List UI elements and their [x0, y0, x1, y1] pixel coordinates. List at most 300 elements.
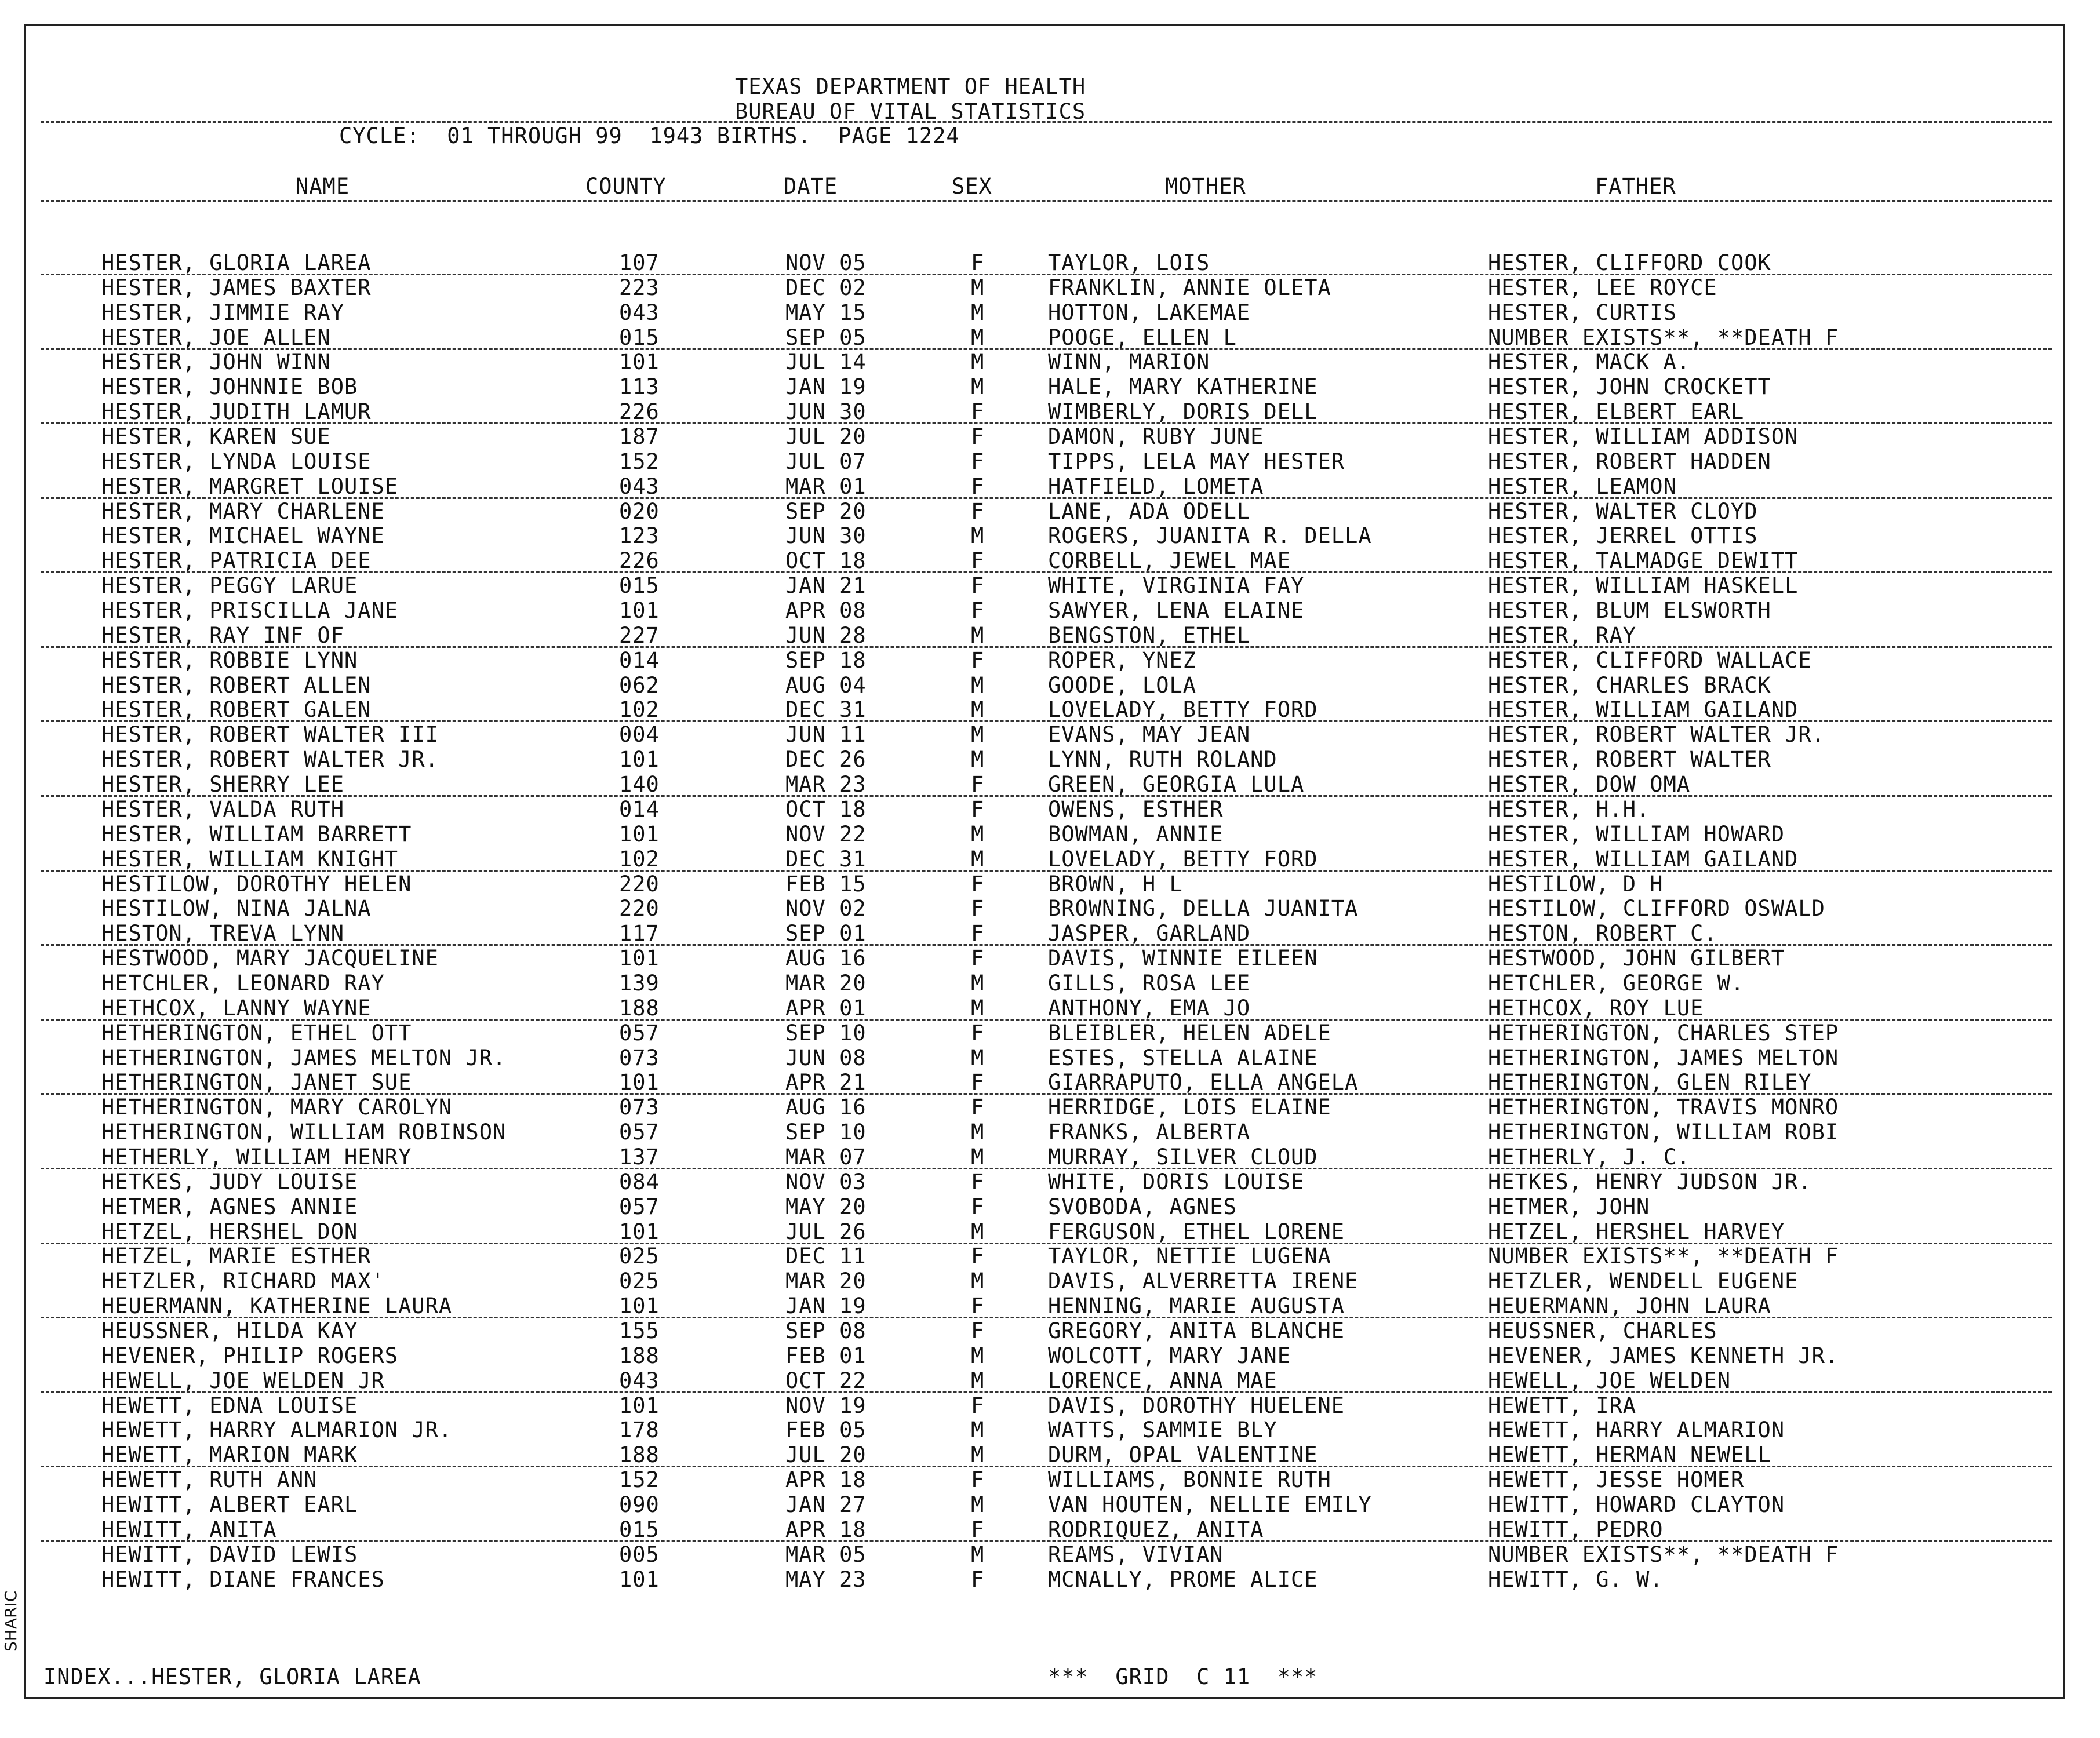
table-row: [0, 1567, 2087, 1592]
cell-date: NOV 03: [785, 1169, 867, 1194]
cell-mother: DAVIS, ALVERRETTA IRENE: [1048, 1269, 1359, 1294]
cell-father: NUMBER EXISTS**, **DEATH F: [1488, 1244, 1839, 1269]
table-row: [0, 424, 2087, 449]
cell-county: 101: [619, 821, 660, 847]
table-row: [0, 648, 2087, 673]
cell-county: 220: [619, 896, 660, 921]
cell-date: JUL 20: [785, 424, 867, 450]
footer-index: INDEX...HESTER, GLORIA LAREA: [43, 1664, 421, 1689]
cell-father: HEWETT, HERMAN NEWELL: [1488, 1442, 1771, 1468]
cell-county: 084: [619, 1169, 660, 1194]
cell-name: HESTER, ROBERT WALTER III: [101, 722, 439, 748]
cell-mother: BOWMAN, ANNIE: [1048, 821, 1224, 847]
cell-mother: EVANS, MAY JEAN: [1048, 722, 1251, 748]
cell-date: MAR 05: [785, 1542, 867, 1567]
table-row: [0, 474, 2087, 499]
cell-date: JUL 14: [785, 349, 867, 375]
cell-name: HESTER, JOHN WINN: [101, 349, 331, 375]
cell-sex: F: [971, 1020, 985, 1045]
table-row: [0, 896, 2087, 921]
cell-mother: REAMS, VIVIAN: [1048, 1542, 1224, 1567]
table-row: [0, 772, 2087, 797]
table-row: [0, 673, 2087, 698]
cell-sex: F: [971, 1169, 985, 1194]
cell-father: HETZEL, HERSHEL HARVEY: [1488, 1219, 1785, 1244]
cell-name: HETHERINGTON, JANET SUE: [101, 1070, 412, 1095]
cell-name: HESTER, PATRICIA DEE: [101, 548, 372, 574]
table-row: [0, 300, 2087, 325]
cell-name: HEWITT, ANITA: [101, 1517, 277, 1542]
table-row: [0, 374, 2087, 399]
cell-name: HESTER, JOE ALLEN: [101, 325, 331, 350]
table-row: [0, 697, 2087, 722]
cell-mother: HERRIDGE, LOIS ELAINE: [1048, 1095, 1331, 1120]
cell-sex: M: [971, 1418, 985, 1443]
cell-date: JUN 11: [785, 722, 867, 748]
cell-date: DEC 02: [785, 275, 867, 300]
cell-mother: HATFIELD, LOMETA: [1048, 473, 1264, 499]
header-title: TEXAS DEPARTMENT OF HEALTH: [735, 74, 1086, 99]
cell-name: HESTON, TREVA LYNN: [101, 921, 344, 946]
cell-date: JUN 30: [785, 399, 867, 425]
cell-father: HESTILOW, D H: [1488, 871, 1664, 897]
cell-date: APR 01: [785, 995, 867, 1021]
table-row: [0, 250, 2087, 275]
cell-sex: M: [971, 1542, 985, 1567]
cell-father: NUMBER EXISTS**, **DEATH F: [1488, 1542, 1839, 1567]
cell-sex: M: [971, 300, 985, 325]
cell-date: SEP 08: [785, 1318, 867, 1343]
cell-mother: CORBELL, JEWEL MAE: [1048, 548, 1291, 574]
cell-county: 102: [619, 697, 660, 723]
cell-mother: LOVELADY, BETTY FORD: [1048, 846, 1318, 872]
table-row: [0, 822, 2087, 847]
cell-date: SEP 20: [785, 498, 867, 524]
cell-date: FEB 05: [785, 1418, 867, 1443]
cell-sex: M: [971, 1343, 985, 1368]
cell-father: HESTER, JERREL OTTIS: [1488, 523, 1758, 549]
cell-sex: F: [971, 896, 985, 921]
cell-mother: SVOBODA, AGNES: [1048, 1194, 1237, 1219]
cell-date: JAN 27: [785, 1492, 867, 1517]
cell-father: HESTER, DOW OMA: [1488, 772, 1691, 797]
table-row: [0, 722, 2087, 747]
cell-county: 226: [619, 548, 660, 574]
table-row: [0, 1194, 2087, 1219]
cell-name: HEUSSNER, HILDA KAY: [101, 1318, 358, 1343]
cell-county: 005: [619, 1542, 660, 1567]
cell-date: APR 18: [785, 1517, 867, 1542]
cell-date: SEP 01: [785, 921, 867, 946]
cell-name: HESTER, JAMES BAXTER: [101, 275, 372, 300]
cell-name: HETHERINGTON, JAMES MELTON JR.: [101, 1045, 507, 1070]
cell-name: HESTER, ROBERT ALLEN: [101, 672, 372, 698]
cell-mother: WINN, MARION: [1048, 349, 1210, 375]
cell-county: 113: [619, 374, 660, 400]
cell-date: APR 18: [785, 1467, 867, 1493]
cell-name: HESTER, MARY CHARLENE: [101, 498, 385, 524]
cell-mother: GOODE, LOLA: [1048, 672, 1197, 698]
cell-county: 101: [619, 1566, 660, 1592]
cell-name: HETCHLER, LEONARD RAY: [101, 970, 385, 996]
cell-father: HEWETT, IRA: [1488, 1393, 1637, 1418]
cell-mother: WIMBERLY, DORIS DELL: [1048, 399, 1318, 425]
cell-mother: ROGERS, JUANITA R. DELLA: [1048, 523, 1372, 549]
cell-date: MAR 20: [785, 1269, 867, 1294]
cell-name: HESTER, JIMMIE RAY: [101, 300, 344, 325]
cell-county: 107: [619, 250, 660, 275]
cell-father: HESTER, CLIFFORD COOK: [1488, 250, 1771, 275]
cell-mother: RODRIQUEZ, ANITA: [1048, 1517, 1264, 1542]
cell-father: HEVENER, JAMES KENNETH JR.: [1488, 1343, 1839, 1368]
cell-name: HESTILOW, DOROTHY HELEN: [101, 871, 412, 897]
cell-date: MAY 23: [785, 1566, 867, 1592]
cell-county: 101: [619, 1294, 660, 1319]
cell-name: HETMER, AGNES ANNIE: [101, 1194, 358, 1219]
cell-father: HEWITT, HOWARD CLAYTON: [1488, 1492, 1785, 1517]
cell-sex: M: [971, 1120, 985, 1145]
cell-name: HESTER, KAREN SUE: [101, 424, 331, 450]
cell-father: HEWETT, JESSE HOMER: [1488, 1467, 1745, 1493]
cell-father: HETHERINGTON, WILLIAM ROBI: [1488, 1120, 1839, 1145]
cell-father: HESTER, H.H.: [1488, 796, 1650, 822]
cell-sex: F: [971, 871, 985, 897]
cell-father: HESTER, WILLIAM HOWARD: [1488, 821, 1785, 847]
cell-date: OCT 18: [785, 796, 867, 822]
cell-father: HESTILOW, CLIFFORD OSWALD: [1488, 896, 1825, 921]
cell-date: MAY 20: [785, 1194, 867, 1219]
cell-mother: TAYLOR, NETTIE LUGENA: [1048, 1244, 1331, 1269]
cell-county: 152: [619, 449, 660, 474]
cell-date: MAR 01: [785, 473, 867, 499]
footer-grid: *** GRID C 11 ***: [1048, 1664, 1318, 1689]
cell-mother: WOLCOTT, MARY JANE: [1048, 1343, 1291, 1368]
table-row: [0, 325, 2087, 350]
cell-mother: TAYLOR, LOIS: [1048, 250, 1210, 275]
cell-date: JUL 20: [785, 1442, 867, 1468]
cell-mother: GIARRAPUTO, ELLA ANGELA: [1048, 1070, 1359, 1095]
table-row: [0, 573, 2087, 598]
cell-name: HETHERINGTON, ETHEL OTT: [101, 1020, 412, 1045]
cell-father: HESTER, ROBERT HADDEN: [1488, 449, 1771, 474]
table-row: [0, 1145, 2087, 1169]
cell-county: 057: [619, 1020, 660, 1045]
cell-sex: M: [971, 325, 985, 350]
cell-sex: M: [971, 1269, 985, 1294]
col-header-father: FATHER: [1595, 174, 1676, 199]
cell-sex: M: [971, 275, 985, 300]
cell-father: HESTER, CHARLES BRACK: [1488, 672, 1771, 698]
cell-father: NUMBER EXISTS**, **DEATH F: [1488, 325, 1839, 350]
cell-name: HESTER, MARGRET LOUISE: [101, 473, 399, 499]
cell-father: HETZLER, WENDELL EUGENE: [1488, 1269, 1799, 1294]
cell-father: HESTER, JOHN CROCKETT: [1488, 374, 1771, 400]
cell-name: HESTILOW, NINA JALNA: [101, 896, 372, 921]
cell-sex: M: [971, 622, 985, 648]
cell-mother: WHITE, DORIS LOUISE: [1048, 1169, 1305, 1194]
cell-sex: M: [971, 1045, 985, 1070]
cell-date: OCT 22: [785, 1368, 867, 1393]
cell-county: 090: [619, 1492, 660, 1517]
cell-county: 015: [619, 325, 660, 350]
cell-father: HESTER, ROBERT WALTER: [1488, 747, 1771, 773]
cell-name: HESTER, SHERRY LEE: [101, 772, 344, 797]
cell-father: HETMER, JOHN: [1488, 1194, 1650, 1219]
table-row: [0, 1294, 2087, 1318]
cycle-line: CYCLE: 01 THROUGH 99 1943 BIRTHS. PAGE 1224: [339, 123, 960, 148]
cell-date: JAN 19: [785, 374, 867, 400]
cell-name: HEWITT, ALBERT EARL: [101, 1492, 358, 1517]
cell-mother: MCNALLY, PROME ALICE: [1048, 1566, 1318, 1592]
table-row: [0, 399, 2087, 424]
cell-county: 057: [619, 1120, 660, 1145]
table-row: [0, 797, 2087, 822]
cell-county: 101: [619, 1219, 660, 1244]
cell-father: HESTER, MACK A.: [1488, 349, 1691, 375]
cell-sex: F: [971, 1318, 985, 1343]
cell-father: HESTER, LEAMON: [1488, 473, 1677, 499]
table-row: [0, 1244, 2087, 1269]
cell-county: 188: [619, 1442, 660, 1468]
cell-date: APR 08: [785, 598, 867, 624]
table-row: [0, 1269, 2087, 1294]
cell-date: MAR 23: [785, 772, 867, 797]
cell-county: 043: [619, 300, 660, 325]
cell-mother: WHITE, VIRGINIA FAY: [1048, 573, 1305, 599]
cell-father: HESTWOOD, JOHN GILBERT: [1488, 946, 1785, 971]
col-header-sex: SEX: [952, 174, 992, 199]
cell-sex: F: [971, 1070, 985, 1095]
cell-county: 101: [619, 747, 660, 773]
cell-county: 025: [619, 1269, 660, 1294]
cell-county: 227: [619, 622, 660, 648]
cell-county: 101: [619, 598, 660, 624]
cell-father: HETHCOX, ROY LUE: [1488, 995, 1704, 1021]
cell-mother: HENNING, MARIE AUGUSTA: [1048, 1294, 1345, 1319]
cell-name: HEWETT, MARION MARK: [101, 1442, 358, 1468]
cell-father: HETHERINGTON, JAMES MELTON: [1488, 1045, 1839, 1070]
cell-mother: LYNN, RUTH ROLAND: [1048, 747, 1278, 773]
cell-county: 020: [619, 498, 660, 524]
cell-mother: ANTHONY, EMA JO: [1048, 995, 1251, 1021]
cell-father: HESTER, WILLIAM GAILAND: [1488, 697, 1799, 723]
cell-county: 123: [619, 523, 660, 549]
cell-name: HETKES, JUDY LOUISE: [101, 1169, 358, 1194]
cell-date: JUN 08: [785, 1045, 867, 1070]
cell-sex: F: [971, 796, 985, 822]
cell-father: HETCHLER, GEORGE W.: [1488, 970, 1745, 996]
cell-county: 062: [619, 672, 660, 698]
cell-county: 178: [619, 1418, 660, 1443]
cell-name: HEWETT, EDNA LOUISE: [101, 1393, 358, 1418]
cell-father: HETHERINGTON, TRAVIS MONRO: [1488, 1095, 1839, 1120]
cell-father: HEWITT, G. W.: [1488, 1566, 1664, 1592]
cell-mother: FERGUSON, ETHEL LORENE: [1048, 1219, 1345, 1244]
cell-date: DEC 31: [785, 697, 867, 723]
cell-mother: ESTES, STELLA ALAINE: [1048, 1045, 1318, 1070]
cell-county: 152: [619, 1467, 660, 1493]
cell-father: HESTER, CURTIS: [1488, 300, 1677, 325]
cell-date: AUG 16: [785, 1095, 867, 1120]
cell-father: HESTER, CLIFFORD WALLACE: [1488, 647, 1812, 673]
cell-sex: F: [971, 1194, 985, 1219]
cell-sex: F: [971, 473, 985, 499]
cell-date: NOV 22: [785, 821, 867, 847]
cell-sex: M: [971, 970, 985, 996]
cell-date: DEC 11: [785, 1244, 867, 1269]
cell-sex: F: [971, 921, 985, 946]
cell-date: NOV 05: [785, 250, 867, 275]
cell-name: HETZEL, HERSHEL DON: [101, 1219, 358, 1244]
cell-sex: F: [971, 424, 985, 450]
cell-mother: ROPER, YNEZ: [1048, 647, 1197, 673]
cell-date: JAN 19: [785, 1294, 867, 1319]
cell-county: 226: [619, 399, 660, 425]
cell-county: 188: [619, 1343, 660, 1368]
column-header-divider: [41, 200, 2052, 202]
cell-county: 101: [619, 1393, 660, 1418]
cell-county: 220: [619, 871, 660, 897]
cell-mother: DAVIS, DOROTHY HUELENE: [1048, 1393, 1345, 1418]
cell-name: HESTER, RAY INF OF: [101, 622, 344, 648]
cell-sex: F: [971, 946, 985, 971]
table-row: [0, 1021, 2087, 1045]
cell-sex: F: [971, 647, 985, 673]
table-row: [0, 847, 2087, 872]
cell-father: HESTER, WILLIAM HASKELL: [1488, 573, 1799, 599]
cell-name: HEWELL, JOE WELDEN JR: [101, 1368, 385, 1393]
cell-mother: DURM, OPAL VALENTINE: [1048, 1442, 1318, 1468]
cell-mother: GREGORY, ANITA BLANCHE: [1048, 1318, 1345, 1343]
cell-county: 188: [619, 995, 660, 1021]
cell-date: JUL 07: [785, 449, 867, 474]
table-row: [0, 449, 2087, 474]
cell-date: JUN 28: [785, 622, 867, 648]
cell-name: HESTER, ROBBIE LYNN: [101, 647, 358, 673]
cell-date: MAR 20: [785, 970, 867, 996]
cell-name: HETZLER, RICHARD MAX': [101, 1269, 385, 1294]
cell-county: 101: [619, 946, 660, 971]
table-row: [0, 1120, 2087, 1145]
cell-name: HEWITT, DAVID LEWIS: [101, 1542, 358, 1567]
cell-mother: WATTS, SAMMIE BLY: [1048, 1418, 1278, 1443]
cell-county: 057: [619, 1194, 660, 1219]
cell-date: SEP 18: [785, 647, 867, 673]
col-header-mother: MOTHER: [1165, 174, 1246, 199]
cell-father: HETHERINGTON, GLEN RILEY: [1488, 1070, 1812, 1095]
cell-county: 014: [619, 647, 660, 673]
cell-name: HESTER, GLORIA LAREA: [101, 250, 372, 275]
cell-name: HESTER, WILLIAM BARRETT: [101, 821, 412, 847]
table-row: [0, 349, 2087, 374]
cell-sex: M: [971, 697, 985, 723]
cell-sex: M: [971, 349, 985, 375]
cell-sex: M: [971, 374, 985, 400]
cell-date: JAN 21: [785, 573, 867, 599]
cell-date: SEP 05: [785, 325, 867, 350]
cell-date: AUG 04: [785, 672, 867, 698]
cell-county: 101: [619, 349, 660, 375]
cell-mother: DAVIS, WINNIE EILEEN: [1048, 946, 1318, 971]
cell-name: HESTER, PEGGY LARUE: [101, 573, 358, 599]
cell-mother: OWENS, ESTHER: [1048, 796, 1224, 822]
cell-name: HETHERLY, WILLIAM HENRY: [101, 1144, 412, 1169]
table-row: [0, 1393, 2087, 1418]
cell-sex: M: [971, 821, 985, 847]
cell-name: HEWETT, HARRY ALMARION JR.: [101, 1418, 453, 1443]
table-row: [0, 1169, 2087, 1194]
cell-county: 073: [619, 1095, 660, 1120]
cell-name: HEVENER, PHILIP ROGERS: [101, 1343, 399, 1368]
cell-sex: F: [971, 399, 985, 425]
cell-sex: F: [971, 1566, 985, 1592]
table-row: [0, 275, 2087, 300]
cell-date: JUN 30: [785, 523, 867, 549]
cell-mother: GREEN, GEORGIA LULA: [1048, 772, 1305, 797]
table-row: [0, 1095, 2087, 1120]
cell-mother: LOVELADY, BETTY FORD: [1048, 697, 1318, 723]
cell-county: 155: [619, 1318, 660, 1343]
cell-name: HEUERMANN, KATHERINE LAURA: [101, 1294, 453, 1319]
cell-county: 043: [619, 1368, 660, 1393]
cell-father: HEUERMANN, JOHN LAURA: [1488, 1294, 1771, 1319]
cell-mother: JASPER, GARLAND: [1048, 921, 1251, 946]
table-row: [0, 1442, 2087, 1467]
cell-mother: WILLIAMS, BONNIE RUTH: [1048, 1467, 1331, 1493]
col-header-name: NAME: [296, 174, 350, 199]
cell-date: OCT 18: [785, 548, 867, 574]
cell-name: HESTER, MICHAEL WAYNE: [101, 523, 385, 549]
cell-mother: GILLS, ROSA LEE: [1048, 970, 1251, 996]
cell-date: NOV 19: [785, 1393, 867, 1418]
cell-name: HESTER, JOHNNIE BOB: [101, 374, 358, 400]
cell-name: HEWETT, RUTH ANN: [101, 1467, 318, 1493]
cell-name: HESTER, VALDA RUTH: [101, 796, 344, 822]
cell-date: SEP 10: [785, 1020, 867, 1045]
cell-name: HESTWOOD, MARY JACQUELINE: [101, 946, 439, 971]
cell-county: 139: [619, 970, 660, 996]
cell-sex: M: [971, 523, 985, 549]
cell-county: 073: [619, 1045, 660, 1070]
cell-sex: F: [971, 1517, 985, 1542]
cell-sex: F: [971, 1244, 985, 1269]
cell-date: FEB 01: [785, 1343, 867, 1368]
cell-sex: M: [971, 995, 985, 1021]
cell-mother: LORENCE, ANNA MAE: [1048, 1368, 1278, 1393]
cell-sex: M: [971, 722, 985, 748]
cell-father: HESTER, RAY: [1488, 622, 1637, 648]
cell-name: HESTER, WILLIAM KNIGHT: [101, 846, 399, 872]
cell-father: HETHERLY, J. C.: [1488, 1144, 1691, 1169]
cell-date: JUL 26: [785, 1219, 867, 1244]
cell-date: APR 21: [785, 1070, 867, 1095]
cell-sex: F: [971, 573, 985, 599]
cell-father: HETKES, HENRY JUDSON JR.: [1488, 1169, 1812, 1194]
cell-sex: F: [971, 772, 985, 797]
table-row: [0, 1368, 2087, 1393]
table-row: [0, 523, 2087, 548]
table-row: [0, 1517, 2087, 1542]
cell-sex: M: [971, 1368, 985, 1393]
header-subtitle: BUREAU OF VITAL STATISTICS: [735, 99, 1086, 124]
cell-sex: M: [971, 1492, 985, 1517]
side-label: SHARIC: [1, 1590, 20, 1652]
cell-date: MAR 07: [785, 1144, 867, 1169]
cell-county: 014: [619, 796, 660, 822]
cell-name: HESTER, LYNDA LOUISE: [101, 449, 372, 474]
cell-sex: F: [971, 250, 985, 275]
table-row: [0, 1542, 2087, 1567]
